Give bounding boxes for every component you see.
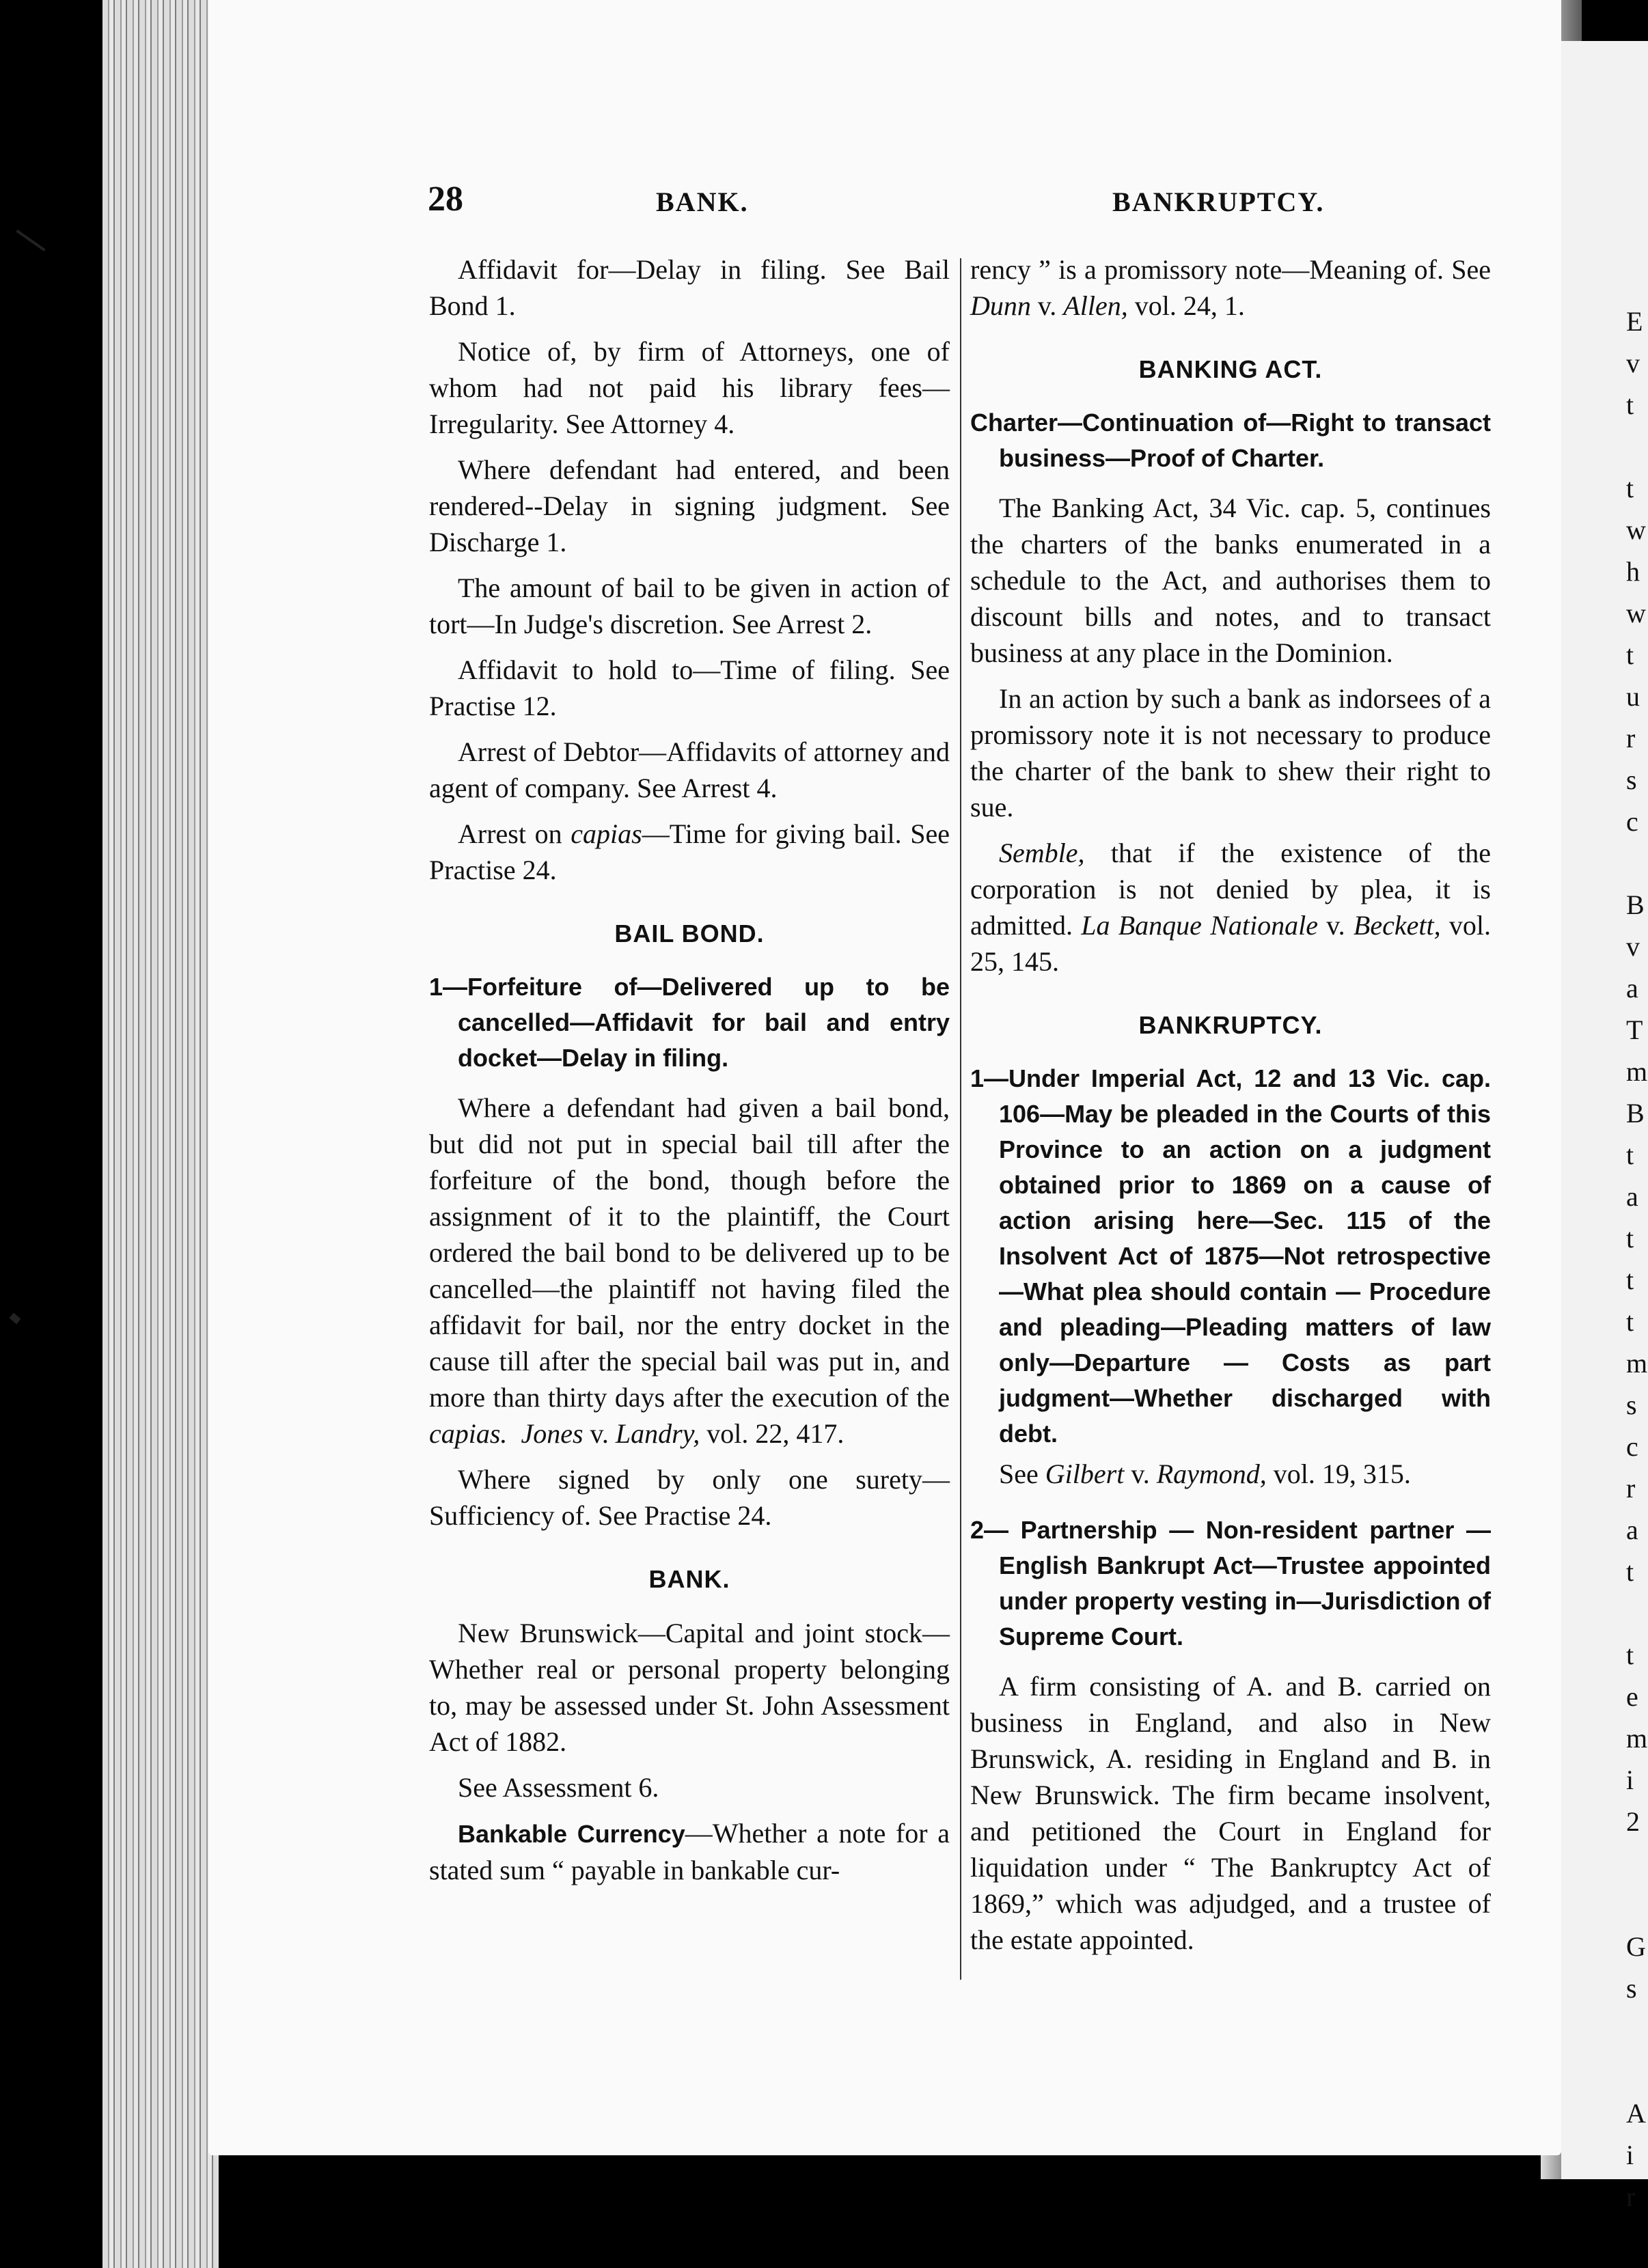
paragraph: Where signed by only one surety—Sufficiency of. See Practise 24. bbox=[429, 1464, 950, 1531]
entry-heading: 2— Partnership — Non-resident partner — English Bankrupt Act—Trustee appointed under property vesting in—Jurisdiction of Supreme Court. bbox=[970, 1516, 1491, 1650]
italic-run: Allen, bbox=[1063, 290, 1128, 321]
text-run: Where a defendant had given a bail bond, but did not put in special bail till after the forfeiture of the bond, though before the assignment of it to the plaintiff, the Court ordered the bail bond to be delivered up to be cancelled—the plaintiff not having filed the affidavit for bail, nor the entry docket in the cause till after the special bail was put in, and more than thirty days after the execution of the bbox=[429, 1092, 950, 1413]
italic-run: capias bbox=[571, 818, 642, 849]
italic-run: Landry, bbox=[615, 1418, 700, 1449]
text-run: that if the existence of the corporation is not denied by plea, it is admitted. bbox=[970, 838, 1491, 941]
paragraph bbox=[970, 835, 1491, 980]
italic-run: Beckett, bbox=[1353, 910, 1441, 941]
text-run: vol. 19, 315. bbox=[1266, 1458, 1411, 1489]
italic-run: Jones bbox=[521, 1418, 583, 1449]
text-run: rency ” is a promissory note—Meaning of. See bbox=[970, 254, 1491, 285]
scan-mark bbox=[16, 230, 45, 251]
text-run: vol. 25, 145. bbox=[970, 910, 1491, 977]
section-heading-bankruptcy: BANKRUPTCY. bbox=[1138, 1011, 1323, 1039]
text-run: vol. 22, 417. bbox=[700, 1418, 844, 1449]
text-run: v. bbox=[1124, 1458, 1157, 1489]
scan-mark bbox=[9, 1313, 20, 1325]
paragraph bbox=[970, 251, 1491, 324]
text-run: v. bbox=[583, 1418, 616, 1449]
italic-run: Gilbert bbox=[1045, 1458, 1125, 1489]
text-run: See bbox=[999, 1458, 1045, 1489]
paragraph: Where defendant had entered, and been rendered--Delay in signing judgment. See Discharge 1. bbox=[429, 454, 950, 557]
paragraph: New Brunswick—Capital and joint stock—Whether real or personal property belonging to, may be assessed under St. John Assessment Act of 1882. bbox=[429, 1618, 950, 1757]
running-head-right: BANKRUPTCY. bbox=[1112, 186, 1325, 217]
paragraph: Affidavit to hold to—Time of filing. See Practise 12. bbox=[429, 654, 950, 721]
running-head-left: BANK. bbox=[656, 186, 749, 217]
italic-run: Raymond, bbox=[1156, 1458, 1267, 1489]
entry-heading: 1—Under Imperial Act, 12 and 13 Vic. cap. 106—May be pleaded in the Courts of this Province to an action on a judgment obtained prior to 1869 on a cause of action arising here—Sec. 115 of the Insolvent Act of 1875—Not retrospective—What plea should contain — Procedure and pleading—Pleading matters of law only—Departure — Costs as part judgment—Whether discharged with debt. bbox=[970, 1064, 1491, 1448]
paragraph bbox=[429, 816, 950, 888]
adjacent-page-text: E v t t w h w t u r s c B v a T m B t a t t t m s c r a t t e m i 2 G s A i r bbox=[1626, 306, 1648, 2212]
text-run: Arrest on bbox=[458, 818, 571, 849]
paragraph bbox=[970, 1456, 1491, 1492]
column-divider bbox=[960, 258, 961, 1980]
paragraph: See Assessment 6. bbox=[458, 1772, 659, 1803]
italic-run: capias. bbox=[429, 1418, 508, 1449]
left-column bbox=[429, 251, 950, 1898]
entry-heading: 1—Forfeiture of—Delivered up to be cancelled—Affidavit for bail and entry docket—Delay in filing. bbox=[429, 973, 950, 1072]
paragraph: The amount of bail to be given in action of tort—In Judge's discretion. See Arrest 2. bbox=[429, 572, 950, 639]
paragraph: In an action by such a bank as indorsees of a promissory note it is not necessary to produce the charter of the bank to shew their right to sue. bbox=[970, 683, 1491, 822]
text-run: v. bbox=[1317, 910, 1354, 941]
paragraph: Notice of, by firm of Attorneys, one of whom had not paid his library fees—Irregularity. See Attorney 4. bbox=[429, 336, 950, 439]
right-column bbox=[970, 251, 1491, 1967]
book-page-edges bbox=[102, 0, 219, 2268]
text-run: —Whether a note for a stated sum “ payable in bankable cur- bbox=[429, 1818, 950, 1885]
italic-run: La Banque Nationale bbox=[1081, 910, 1318, 941]
text-run: v. bbox=[1030, 290, 1064, 321]
subentry-heading: Bankable Currency bbox=[458, 1820, 685, 1848]
paragraph: A firm consisting of A. and B. carried on business in England, and also in New Brunswick, A. residing in England and B. in New Brunswick. The firm became insolvent, and petitioned the Court in England for liquidation under “ The Bankruptcy Act of 1869,” which was adjudged, and a trustee of the estate appointed. bbox=[970, 1671, 1491, 1955]
section-heading-bank: BANK. bbox=[648, 1565, 730, 1593]
paragraph: Affidavit for—Delay in filing. See Bail Bond 1. bbox=[429, 254, 950, 321]
section-heading-bail-bond: BAIL BOND. bbox=[614, 919, 765, 948]
text-run: —Time for giving bail. See Practise 24. bbox=[429, 818, 950, 885]
italic-run: Semble, bbox=[999, 838, 1085, 868]
section-heading-banking-act: BANKING ACT. bbox=[1138, 355, 1323, 383]
paragraph bbox=[429, 1815, 950, 1888]
paragraph: Arrest of Debtor—Affidavits of attorney and agent of company. See Arrest 4. bbox=[429, 736, 950, 803]
paragraph: The Banking Act, 34 Vic. cap. 5, continues the charters of the banks enumerated in a schedule to the Act, and authorises them to discount bills and notes, and to transact business at any place in the Dominion. bbox=[970, 493, 1491, 668]
page-number: 28 bbox=[428, 180, 463, 219]
text-run: vol. 24, 1. bbox=[1127, 290, 1245, 321]
entry-heading: Charter—Continuation of—Right to transact business—Proof of Charter. bbox=[970, 409, 1491, 472]
paragraph bbox=[429, 1090, 950, 1452]
italic-run: Dunn bbox=[970, 290, 1031, 321]
